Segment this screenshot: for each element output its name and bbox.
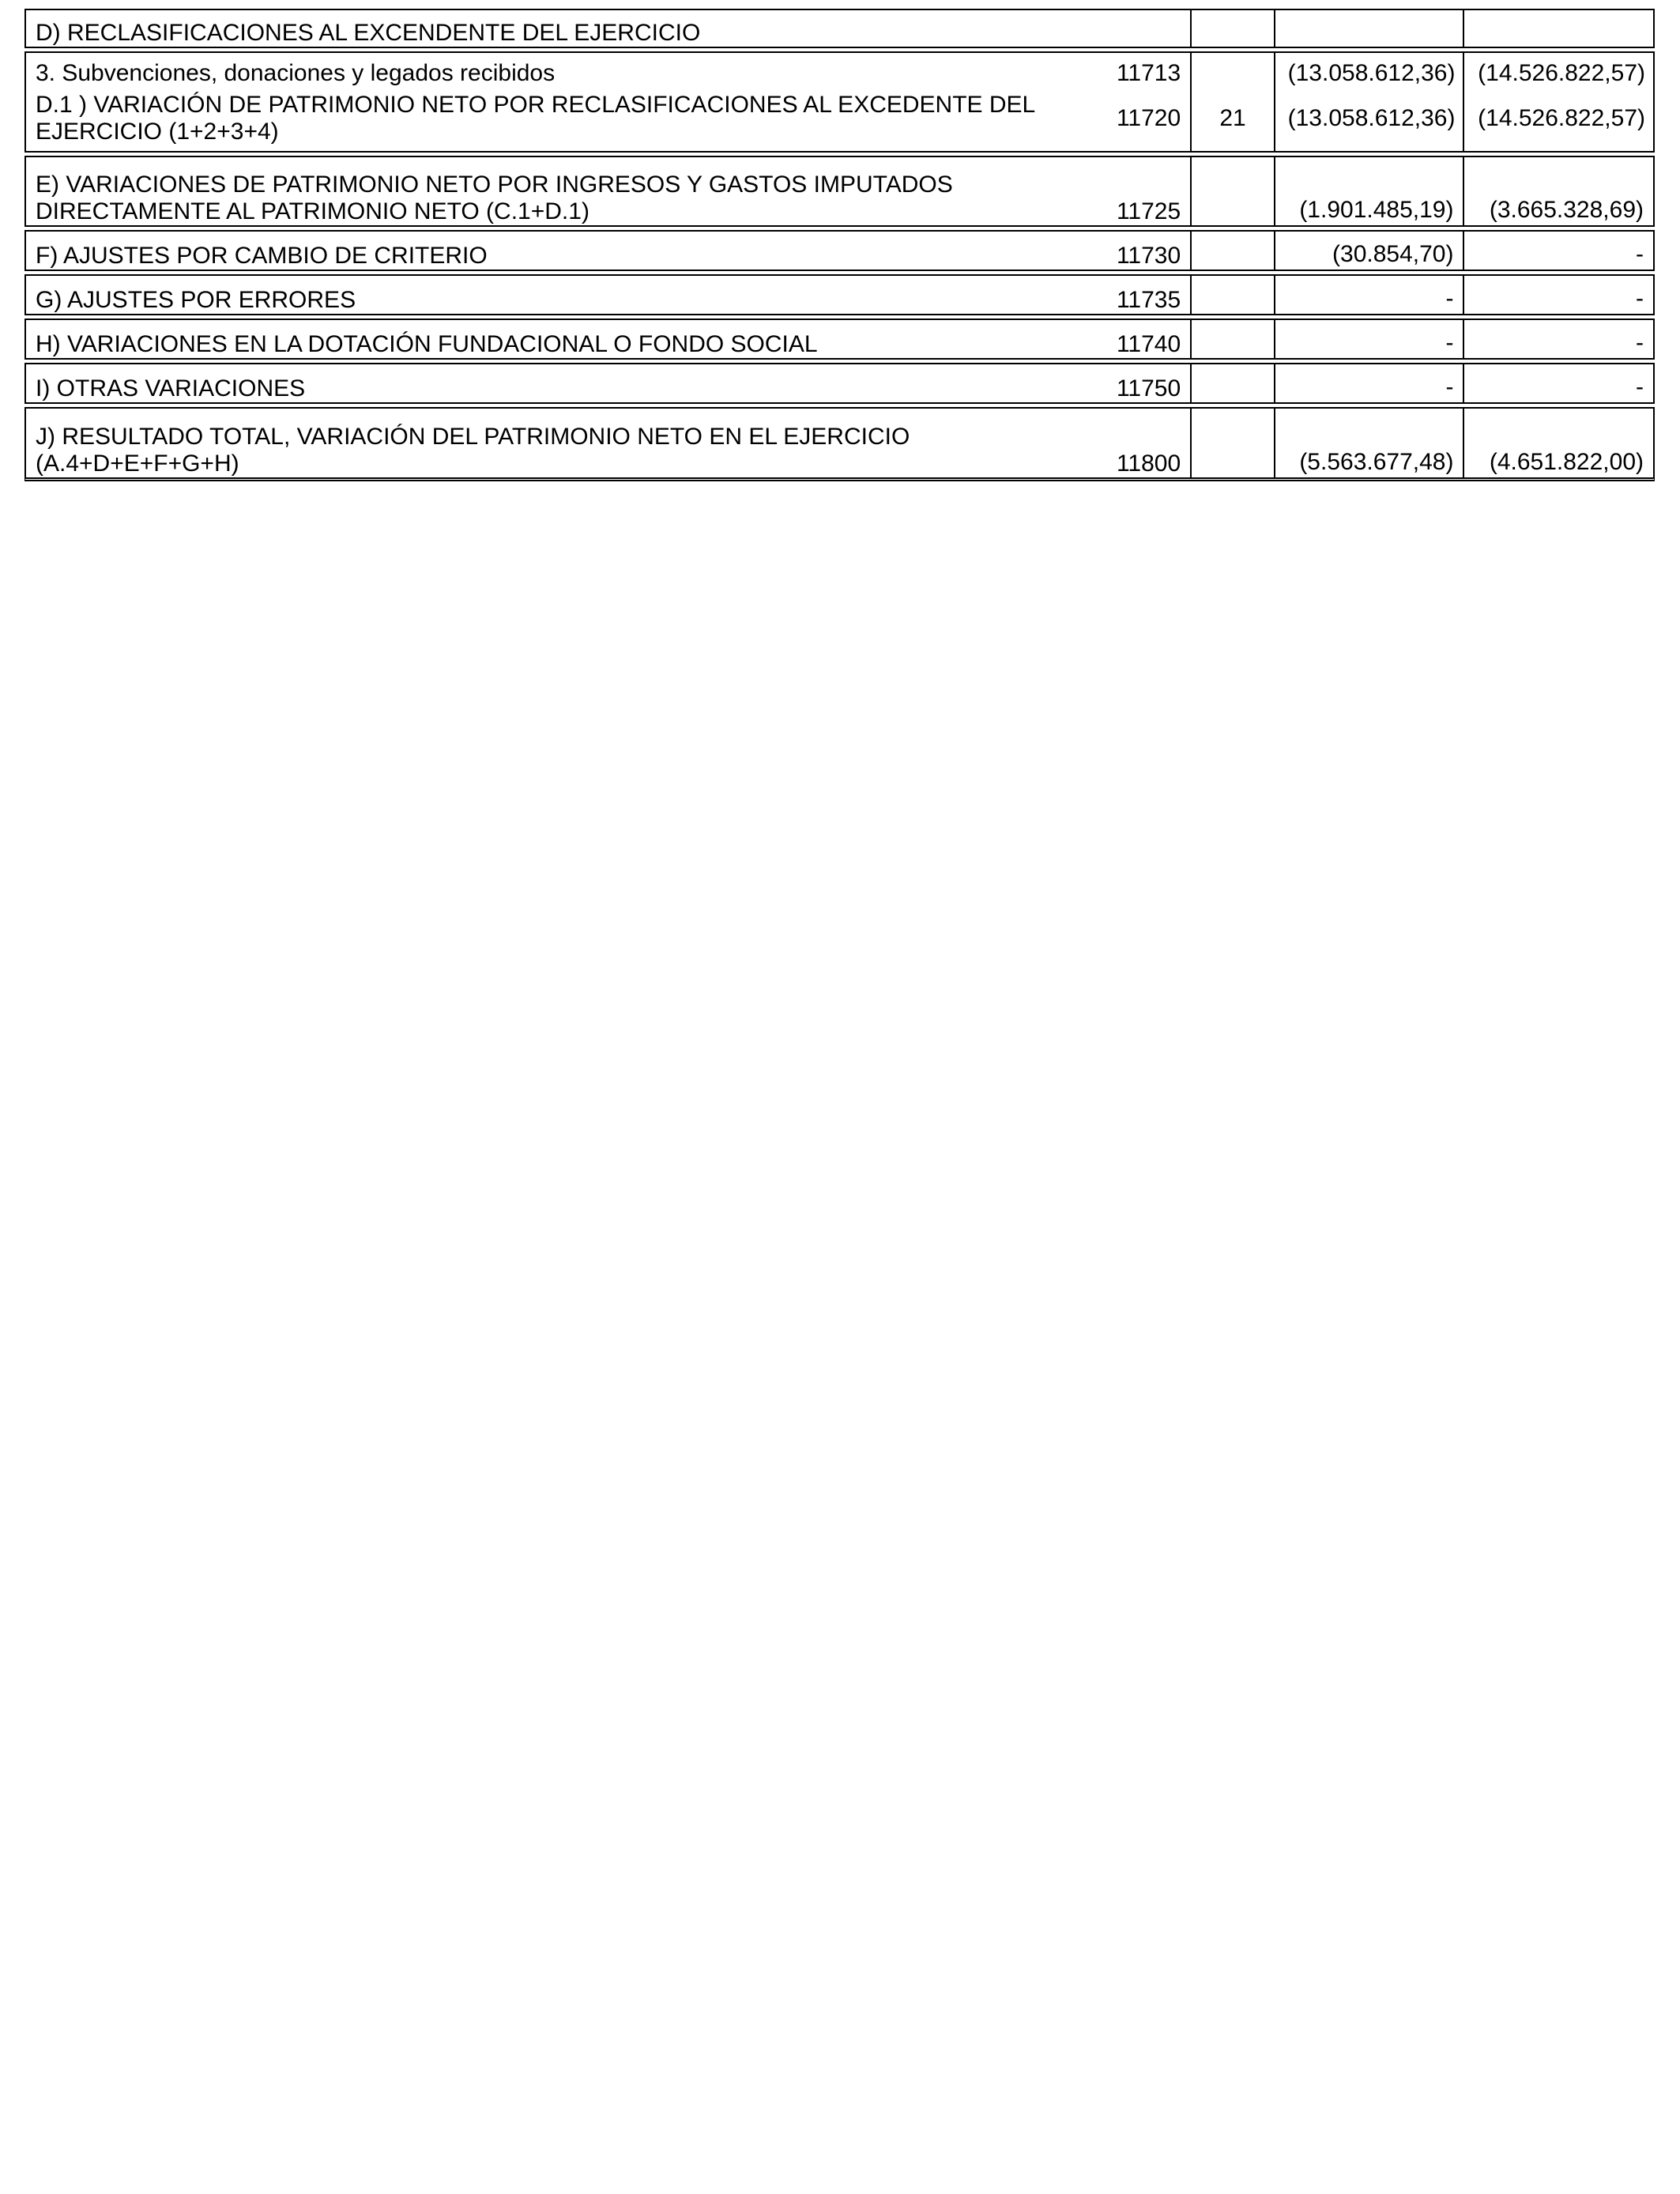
row-label: E) VARIACIONES DE PATRIMONIO NETO POR INGRESOS Y GASTOS IMPUTADOS DIRECTAMENTE AL PATRIMONIO NETO (C.1+D.1) (36, 172, 953, 224)
current-value: - (1445, 330, 1454, 356)
current-value: (13.058.612,36) (1287, 59, 1456, 86)
row-code: 11720 (1116, 105, 1181, 132)
row-j (24, 407, 1655, 481)
desc-cell (26, 157, 1190, 225)
row-label: F) AJUSTES POR CAMBIO DE CRITERIO (36, 243, 488, 269)
row-label: D.1 ) VARIACIÓN DE PATRIMONIO NETO POR RECLASIFICACIONES AL EXCEDENTE DEL EJERCICIO (1+2+3+4) (36, 92, 1035, 145)
current-year-cell (1274, 232, 1463, 270)
current-year-cell (1274, 53, 1463, 151)
current-year-cell (1274, 157, 1463, 225)
previous-value: (3.665.328,69) (1489, 197, 1644, 223)
note-cell (1190, 276, 1274, 314)
desc-cell (26, 364, 1190, 402)
previous-year-cell (1463, 409, 1653, 477)
row-h (24, 319, 1655, 360)
previous-value: (14.526.822,57) (1478, 59, 1645, 86)
current-year-cell (1274, 276, 1463, 314)
current-value: (1.901.485,19) (1299, 197, 1454, 223)
row-label: 3. Subvenciones, donaciones y legados recibidos (36, 59, 556, 86)
note-cell (1190, 157, 1274, 225)
row-code: 11713 (1116, 59, 1181, 86)
previous-year-cell (1463, 53, 1653, 151)
previous-year-cell (1463, 276, 1653, 314)
row-code: 11750 (1116, 375, 1181, 401)
row-code: 11740 (1116, 331, 1181, 357)
previous-value: - (1636, 285, 1644, 311)
row-code: 11730 (1116, 243, 1181, 269)
note-cell (1190, 53, 1274, 151)
row-label: G) AJUSTES POR ERRORES (36, 287, 356, 313)
current-year-cell (1274, 409, 1463, 477)
row-label: J) RESULTADO TOTAL, VARIACIÓN DEL PATRIMONIO NETO EN EL EJERCICIO (A.4+D+E+F+G+H) (36, 424, 910, 477)
desc-cell (26, 320, 1190, 358)
current-year-cell (1274, 364, 1463, 402)
row-i (24, 363, 1655, 404)
previous-year-cell (1463, 157, 1653, 225)
previous-value: - (1636, 330, 1644, 356)
row-label: H) VARIACIONES EN LA DOTACIÓN FUNDACIONAL O FONDO SOCIAL (36, 331, 818, 357)
note-cell (1190, 409, 1274, 477)
previous-value: (4.651.822,00) (1489, 449, 1644, 475)
previous-year-cell (1463, 320, 1653, 358)
row-f (24, 230, 1655, 271)
previous-value: (14.526.822,57) (1478, 105, 1645, 132)
row-label: D) RECLASIFICACIONES AL EXCENDENTE DEL EJERCICIO (36, 20, 701, 46)
note-cell (1190, 10, 1274, 47)
desc-cell (26, 232, 1190, 270)
note-cell (1190, 232, 1274, 270)
row-code: 11735 (1116, 287, 1181, 313)
desc-cell (26, 409, 1190, 477)
current-value: (13.058.612,36) (1287, 105, 1456, 132)
row-e (24, 156, 1655, 227)
row-d (24, 9, 1655, 48)
previous-year-cell (1463, 232, 1653, 270)
current-year-cell (1274, 10, 1463, 47)
row-g (24, 274, 1655, 315)
note-ref: 21 (1219, 105, 1246, 132)
previous-year-cell (1463, 364, 1653, 402)
note-cell (1190, 320, 1274, 358)
previous-value: - (1636, 241, 1644, 267)
desc-cell (26, 276, 1190, 314)
current-value: (30.854,70) (1332, 241, 1454, 267)
current-value: - (1445, 374, 1454, 400)
desc-cell (26, 53, 1190, 151)
desc-cell (26, 10, 1190, 47)
current-year-cell (1274, 320, 1463, 358)
row-code: 11725 (1116, 198, 1181, 224)
current-value: (5.563.677,48) (1299, 449, 1454, 475)
equity-statement-table (24, 9, 1655, 481)
previous-year-cell (1463, 10, 1653, 47)
row-code: 11800 (1116, 450, 1181, 477)
note-cell (1190, 364, 1274, 402)
row-label: I) OTRAS VARIACIONES (36, 375, 306, 401)
block-d-items (24, 51, 1655, 153)
current-value: - (1445, 285, 1454, 311)
previous-value: - (1636, 374, 1644, 400)
